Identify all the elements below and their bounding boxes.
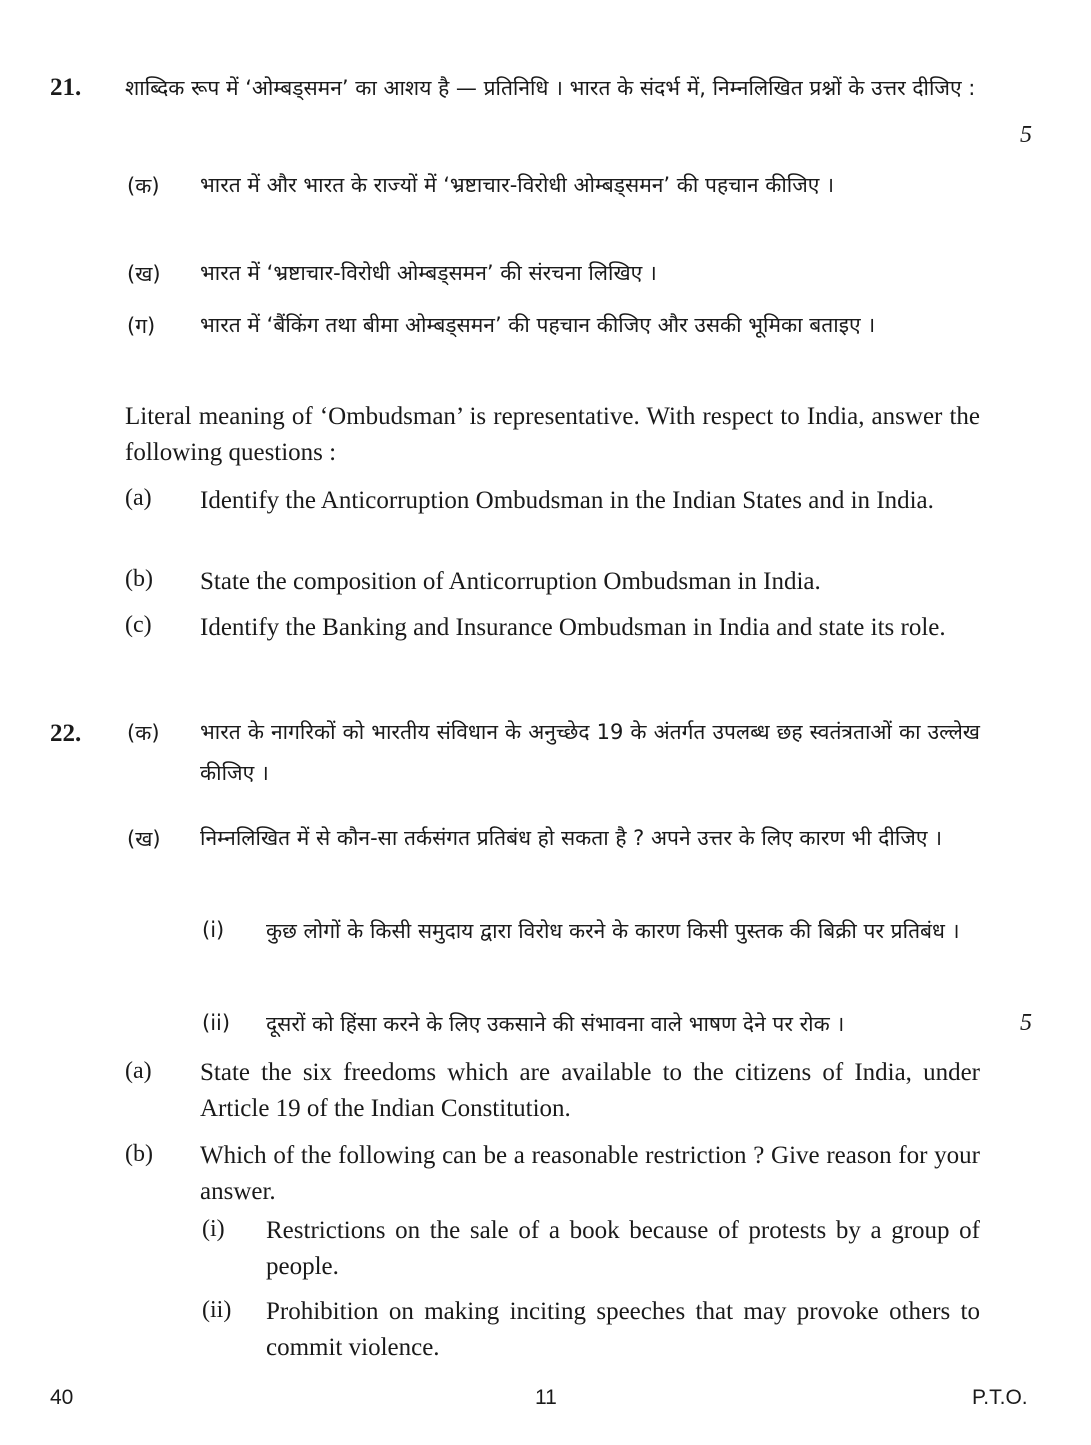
question-number-22: 22. bbox=[50, 720, 82, 747]
q21-english-part-b: State the composition of Anticorruption Ombudsman in India. bbox=[200, 568, 821, 595]
q21-english-intro: Literal meaning of ‘Ombudsman’ is representative. With respect to India, answer the following questions : bbox=[125, 403, 980, 466]
q21-hindi-intro: शाब्दिक रूप में ‘ओम्बड्समन’ का आशय है — प्रतिनिधि । भारत के संदर्भ में, निम्नलिखित प्रश्नों के उत्तर दीजिए : bbox=[125, 76, 976, 100]
q22-hindi-sub-ii: दूसरों को हिंसा करने के लिए उकसाने की संभावना वाले भाषण देने पर रोक । bbox=[266, 1012, 845, 1036]
q21-english-part-label-a: (a) bbox=[125, 485, 152, 511]
q22-english-part-b: Which of the following can be a reasonable restriction ? Give reason for your answer. bbox=[200, 1142, 980, 1205]
q22-english-label-b: (b) bbox=[125, 1141, 153, 1167]
q21-hindi-part-ga: भारत में ‘बैंकिंग तथा बीमा ओम्बड्समन’ की पहचान कीजिए और उसकी भूमिका बताइए । bbox=[200, 313, 876, 337]
q22-english-label-a: (a) bbox=[125, 1058, 152, 1084]
q21-hindi-part-ka: भारत में और भारत के राज्यों में ‘भ्रष्टाचार-विरोधी ओम्बड्समन’ की पहचान कीजिए । bbox=[200, 173, 835, 197]
q22-hindi-sub-label-i: (i) bbox=[202, 918, 225, 942]
q21-english-part-a: Identify the Anticorruption Ombudsman in the Indian States and in India. bbox=[200, 487, 934, 514]
q21-marks: 5 bbox=[1020, 122, 1032, 148]
q22-english-part-a: State the six freedoms which are available to the citizens of India, under Article 19 of the Indian Constitution. bbox=[200, 1059, 980, 1122]
q22-marks: 5 bbox=[1020, 1010, 1032, 1036]
q22-english-sub-i: Restrictions on the sale of a book because of protests by a group of people. bbox=[266, 1217, 980, 1280]
q22-english-sub-label-i: (i) bbox=[202, 1216, 225, 1242]
q21-english-part-label-b: (b) bbox=[125, 566, 153, 592]
q21-hindi-part-label-kha: (ख) bbox=[127, 262, 161, 286]
q22-english-sub-ii: Prohibition on making inciting speeches that may provoke others to commit violence. bbox=[266, 1298, 980, 1361]
q21-english-part-c: Identify the Banking and Insurance Ombudsman in India and state its role. bbox=[200, 614, 946, 641]
q21-hindi-part-label-ga: (ग) bbox=[127, 314, 156, 338]
page-number: 11 bbox=[535, 1386, 557, 1409]
footer-code: 40 bbox=[50, 1386, 74, 1409]
q22-hindi-part-kha: निम्नलिखित में से कौन-सा तर्कसंगत प्रतिबंध हो सकता है ? अपने उत्तर के लिए कारण भी दीजिए । bbox=[200, 826, 943, 850]
please-turn-over: P.T.O. bbox=[972, 1386, 1028, 1409]
q21-hindi-part-label-ka: (क) bbox=[127, 174, 160, 198]
q22-hindi-part-ka: भारत के नागरिकों को भारतीय संविधान के अनुच्छेद 19 के अंतर्गत उपलब्ध छह स्वतंत्रताओं का उल्लेख कीजिए । bbox=[200, 720, 980, 785]
question-number-21: 21. bbox=[50, 74, 82, 101]
q22-hindi-sub-label-ii: (ii) bbox=[202, 1011, 231, 1035]
q21-hindi-part-kha: भारत में ‘भ्रष्टाचार-विरोधी ओम्बड्समन’ की संरचना लिखिए । bbox=[200, 261, 657, 285]
q21-english-part-label-c: (c) bbox=[125, 612, 152, 638]
q22-hindi-sub-i: कुछ लोगों के किसी समुदाय द्वारा विरोध करने के कारण किसी पुस्तक की बिक्री पर प्रतिबंध । bbox=[266, 919, 960, 943]
q22-hindi-label-ka: (क) bbox=[127, 721, 160, 745]
q22-hindi-label-kha: (ख) bbox=[127, 827, 161, 851]
q22-english-sub-label-ii: (ii) bbox=[202, 1297, 232, 1323]
